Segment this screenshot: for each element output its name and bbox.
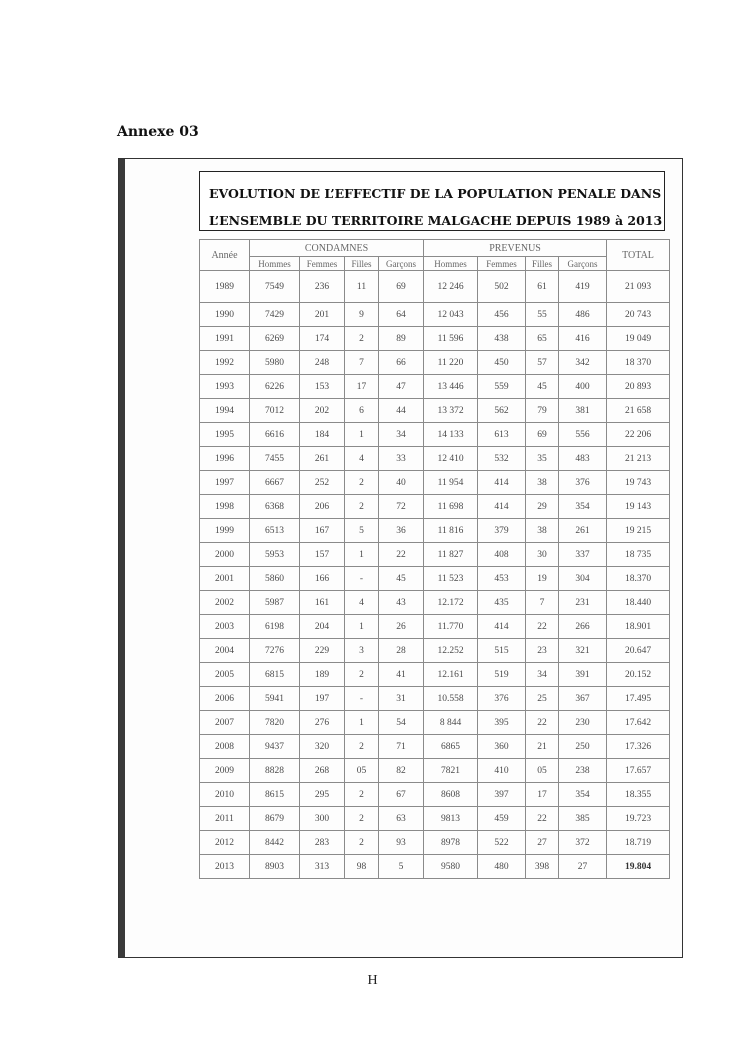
value-cell: 480 [478,855,526,879]
value-cell: 1 [345,615,379,639]
value-cell: 376 [478,687,526,711]
value-cell: 250 [559,735,607,759]
value-cell: 414 [478,615,526,639]
value-cell: 398 [526,855,559,879]
value-cell: 7455 [250,447,300,471]
value-cell: 8978 [424,831,478,855]
value-cell: 71 [379,735,424,759]
value-cell: 11 220 [424,351,478,375]
value-cell: 98 [345,855,379,879]
total-cell: 20 743 [607,303,670,327]
value-cell: 459 [478,807,526,831]
year-cell: 2004 [200,639,250,663]
value-cell: 79 [526,399,559,423]
total-cell: 18 735 [607,543,670,567]
population-table [199,239,670,879]
value-cell: 502 [478,271,526,303]
value-cell: 229 [300,639,345,663]
value-cell: 30 [526,543,559,567]
value-cell: 248 [300,351,345,375]
total-cell: 18.440 [607,591,670,615]
table-row [200,543,670,567]
title-line-2: L’ENSEMBLE DU TERRITOIRE MALGACHE DEPUIS 1989 à 2013 [209,213,663,228]
table-row [200,567,670,591]
value-cell: 11 [345,271,379,303]
table-row [200,735,670,759]
table-row [200,759,670,783]
year-cell: 1989 [200,271,250,303]
value-cell: 2 [345,783,379,807]
total-cell: 19 143 [607,495,670,519]
value-cell: 13 372 [424,399,478,423]
table-row [200,471,670,495]
value-cell: 63 [379,807,424,831]
total-cell: 19 049 [607,327,670,351]
value-cell: 2 [345,471,379,495]
value-cell: 381 [559,399,607,423]
value-cell: 11 827 [424,543,478,567]
value-cell: 438 [478,327,526,351]
value-cell: 6865 [424,735,478,759]
total-cell: 17.495 [607,687,670,711]
total-cell: 21 213 [607,447,670,471]
value-cell: 397 [478,783,526,807]
table-row [200,423,670,447]
value-cell: 11 523 [424,567,478,591]
title-line-1: EVOLUTION DE L’EFFECTIF DE LA POPULATION PENALE DANS [209,186,662,201]
value-cell: 1 [345,543,379,567]
value-cell: 416 [559,327,607,351]
value-cell: 5987 [250,591,300,615]
table-row [200,351,670,375]
value-cell: 2 [345,327,379,351]
year-cell: 1998 [200,495,250,519]
value-cell: 8615 [250,783,300,807]
year-cell: 1996 [200,447,250,471]
value-cell: 202 [300,399,345,423]
value-cell: 189 [300,663,345,687]
value-cell: 379 [478,519,526,543]
total-cell: 17.326 [607,735,670,759]
table-row [200,519,670,543]
value-cell: 43 [379,591,424,615]
value-cell: 337 [559,543,607,567]
year-cell: 2001 [200,567,250,591]
value-cell: 12.252 [424,639,478,663]
value-cell: 7276 [250,639,300,663]
year-cell: 2008 [200,735,250,759]
value-cell: 8828 [250,759,300,783]
value-cell: 64 [379,303,424,327]
value-cell: 261 [559,519,607,543]
value-cell: 38 [526,471,559,495]
value-cell: 12 246 [424,271,478,303]
value-cell: 40 [379,471,424,495]
total-cell: 19 743 [607,471,670,495]
table-sub-header-row [200,257,670,271]
value-cell: 28 [379,639,424,663]
value-cell: 9 [345,303,379,327]
table-row [200,855,670,879]
value-cell: 8 844 [424,711,478,735]
value-cell: 27 [559,855,607,879]
table-row [200,711,670,735]
value-cell: 197 [300,687,345,711]
value-cell: 2 [345,663,379,687]
table-row [200,591,670,615]
value-cell: 342 [559,351,607,375]
value-cell: 266 [559,615,607,639]
value-cell: 559 [478,375,526,399]
value-cell: 54 [379,711,424,735]
value-cell: 10.558 [424,687,478,711]
year-cell: 1993 [200,375,250,399]
value-cell: 532 [478,447,526,471]
value-cell: 4 [345,447,379,471]
value-cell: 26 [379,615,424,639]
value-cell: 1 [345,423,379,447]
value-cell: 395 [478,711,526,735]
value-cell: 5860 [250,567,300,591]
value-cell: 166 [300,567,345,591]
value-cell: 25 [526,687,559,711]
value-cell: 22 [379,543,424,567]
value-cell: 268 [300,759,345,783]
value-cell: 354 [559,495,607,519]
value-cell: 2 [345,807,379,831]
value-cell: 36 [379,519,424,543]
value-cell: 7 [345,351,379,375]
page-marker: H [367,973,378,988]
table-row [200,495,670,519]
value-cell: 295 [300,783,345,807]
total-cell: 17.657 [607,759,670,783]
value-cell: 9437 [250,735,300,759]
value-cell: 410 [478,759,526,783]
population-table-wrapper [199,239,674,879]
value-cell: - [345,567,379,591]
value-cell: 41 [379,663,424,687]
value-cell: 65 [526,327,559,351]
year-cell: 1991 [200,327,250,351]
value-cell: 556 [559,423,607,447]
value-cell: 231 [559,591,607,615]
value-cell: 313 [300,855,345,879]
value-cell: 35 [526,447,559,471]
year-cell: 2009 [200,759,250,783]
sub-header-cell: Femmes [478,257,526,271]
value-cell: 57 [526,351,559,375]
value-cell: 23 [526,639,559,663]
value-cell: 3 [345,639,379,663]
value-cell: 613 [478,423,526,447]
value-cell: 1 [345,711,379,735]
value-cell: 354 [559,783,607,807]
year-header: Année [200,240,250,271]
value-cell: 304 [559,567,607,591]
value-cell: 45 [526,375,559,399]
value-cell: 6616 [250,423,300,447]
total-cell: 22 206 [607,423,670,447]
value-cell: 69 [379,271,424,303]
value-cell: 47 [379,375,424,399]
value-cell: 89 [379,327,424,351]
scan-edge-shadow [119,159,125,957]
value-cell: 93 [379,831,424,855]
value-cell: 367 [559,687,607,711]
year-cell: 2000 [200,543,250,567]
sub-header-cell: Filles [526,257,559,271]
table-row [200,831,670,855]
value-cell: 360 [478,735,526,759]
total-cell: 18 370 [607,351,670,375]
table-body [200,271,670,879]
value-cell: 34 [526,663,559,687]
value-cell: 6815 [250,663,300,687]
year-cell: 2002 [200,591,250,615]
value-cell: 419 [559,271,607,303]
year-cell: 2013 [200,855,250,879]
value-cell: 6198 [250,615,300,639]
value-cell: 283 [300,831,345,855]
value-cell: 252 [300,471,345,495]
value-cell: 562 [478,399,526,423]
value-cell: 201 [300,303,345,327]
table-row [200,447,670,471]
total-cell: 20 893 [607,375,670,399]
year-cell: 1995 [200,423,250,447]
value-cell: 7820 [250,711,300,735]
value-cell: 450 [478,351,526,375]
value-cell: 11 698 [424,495,478,519]
table-row [200,375,670,399]
year-cell: 2011 [200,807,250,831]
total-cell: 18.370 [607,567,670,591]
total-cell: 19.723 [607,807,670,831]
value-cell: 408 [478,543,526,567]
total-cell: 18.901 [607,615,670,639]
table-row [200,783,670,807]
year-cell: 1999 [200,519,250,543]
sub-header-cell: Femmes [300,257,345,271]
condamnes-header: CONDAMNES [250,240,424,257]
value-cell: 230 [559,711,607,735]
table-row [200,271,670,303]
value-cell: 376 [559,471,607,495]
value-cell: 17 [526,783,559,807]
table-row [200,399,670,423]
value-cell: 82 [379,759,424,783]
sub-header-cell: Hommes [250,257,300,271]
value-cell: 19 [526,567,559,591]
value-cell: 17 [345,375,379,399]
value-cell: 157 [300,543,345,567]
total-cell: 17.642 [607,711,670,735]
value-cell: 4 [345,591,379,615]
year-cell: 2007 [200,711,250,735]
value-cell: 372 [559,831,607,855]
value-cell: 414 [478,495,526,519]
value-cell: 261 [300,447,345,471]
year-cell: 2005 [200,663,250,687]
value-cell: 238 [559,759,607,783]
year-cell: 1992 [200,351,250,375]
value-cell: 153 [300,375,345,399]
value-cell: 456 [478,303,526,327]
value-cell: 34 [379,423,424,447]
value-cell: 8679 [250,807,300,831]
value-cell: 27 [526,831,559,855]
value-cell: 22 [526,807,559,831]
year-cell: 2012 [200,831,250,855]
value-cell: 320 [300,735,345,759]
value-cell: 5953 [250,543,300,567]
value-cell: 453 [478,567,526,591]
value-cell: 11 954 [424,471,478,495]
value-cell: 67 [379,783,424,807]
value-cell: 22 [526,711,559,735]
value-cell: 33 [379,447,424,471]
value-cell: 31 [379,687,424,711]
total-cell: 20.152 [607,663,670,687]
value-cell: 9580 [424,855,478,879]
value-cell: 184 [300,423,345,447]
value-cell: 12.161 [424,663,478,687]
year-cell: 2010 [200,783,250,807]
prevenus-header: PREVENUS [424,240,607,257]
total-cell: 21 093 [607,271,670,303]
value-cell: 22 [526,615,559,639]
annex-label: Annexe 03 [117,124,199,140]
total-header: TOTAL [607,240,670,271]
value-cell: 7549 [250,271,300,303]
total-cell: 19.804 [607,855,670,879]
sub-header-cell: Garçons [559,257,607,271]
value-cell: 7429 [250,303,300,327]
value-cell: 321 [559,639,607,663]
table-row [200,663,670,687]
total-cell: 20.647 [607,639,670,663]
value-cell: 414 [478,471,526,495]
value-cell: 161 [300,591,345,615]
table-row [200,327,670,351]
sub-header-cell: Hommes [424,257,478,271]
value-cell: 12 410 [424,447,478,471]
value-cell: 05 [345,759,379,783]
sub-header-cell: Garçons [379,257,424,271]
value-cell: 12.172 [424,591,478,615]
value-cell: 11 816 [424,519,478,543]
year-cell: 2006 [200,687,250,711]
value-cell: 2 [345,735,379,759]
value-cell: 6269 [250,327,300,351]
table-row [200,303,670,327]
value-cell: 522 [478,831,526,855]
year-cell: 1997 [200,471,250,495]
value-cell: 45 [379,567,424,591]
value-cell: 519 [478,663,526,687]
value-cell: 276 [300,711,345,735]
value-cell: 385 [559,807,607,831]
value-cell: 5980 [250,351,300,375]
value-cell: 483 [559,447,607,471]
value-cell: 6 [345,399,379,423]
sub-header-cell: Filles [345,257,379,271]
value-cell: 391 [559,663,607,687]
value-cell: 21 [526,735,559,759]
value-cell: 14 133 [424,423,478,447]
value-cell: 7821 [424,759,478,783]
value-cell: 11.770 [424,615,478,639]
total-cell: 18.719 [607,831,670,855]
value-cell: 69 [526,423,559,447]
value-cell: 204 [300,615,345,639]
table-row [200,639,670,663]
value-cell: 66 [379,351,424,375]
value-cell: 236 [300,271,345,303]
value-cell: 9813 [424,807,478,831]
total-cell: 21 658 [607,399,670,423]
value-cell: 400 [559,375,607,399]
value-cell: 435 [478,591,526,615]
value-cell: 6226 [250,375,300,399]
table-row [200,807,670,831]
value-cell: 486 [559,303,607,327]
title-box [199,171,665,231]
value-cell: 55 [526,303,559,327]
value-cell: 8442 [250,831,300,855]
value-cell: 5 [345,519,379,543]
total-cell: 19 215 [607,519,670,543]
value-cell: 13 446 [424,375,478,399]
year-cell: 1994 [200,399,250,423]
value-cell: 29 [526,495,559,519]
value-cell: 6667 [250,471,300,495]
value-cell: 72 [379,495,424,519]
table-group-header-row [200,240,670,257]
value-cell: 12 043 [424,303,478,327]
value-cell: 5941 [250,687,300,711]
value-cell: 7012 [250,399,300,423]
value-cell: 5 [379,855,424,879]
value-cell: 300 [300,807,345,831]
value-cell: - [345,687,379,711]
value-cell: 8608 [424,783,478,807]
scanned-document [118,158,683,958]
value-cell: 44 [379,399,424,423]
value-cell: 61 [526,271,559,303]
value-cell: 7 [526,591,559,615]
value-cell: 8903 [250,855,300,879]
total-cell: 18.355 [607,783,670,807]
value-cell: 6513 [250,519,300,543]
value-cell: 38 [526,519,559,543]
year-cell: 2003 [200,615,250,639]
value-cell: 206 [300,495,345,519]
value-cell: 6368 [250,495,300,519]
value-cell: 11 596 [424,327,478,351]
table-row [200,615,670,639]
value-cell: 174 [300,327,345,351]
table-row [200,687,670,711]
value-cell: 2 [345,495,379,519]
year-cell: 1990 [200,303,250,327]
value-cell: 05 [526,759,559,783]
value-cell: 167 [300,519,345,543]
value-cell: 515 [478,639,526,663]
value-cell: 2 [345,831,379,855]
